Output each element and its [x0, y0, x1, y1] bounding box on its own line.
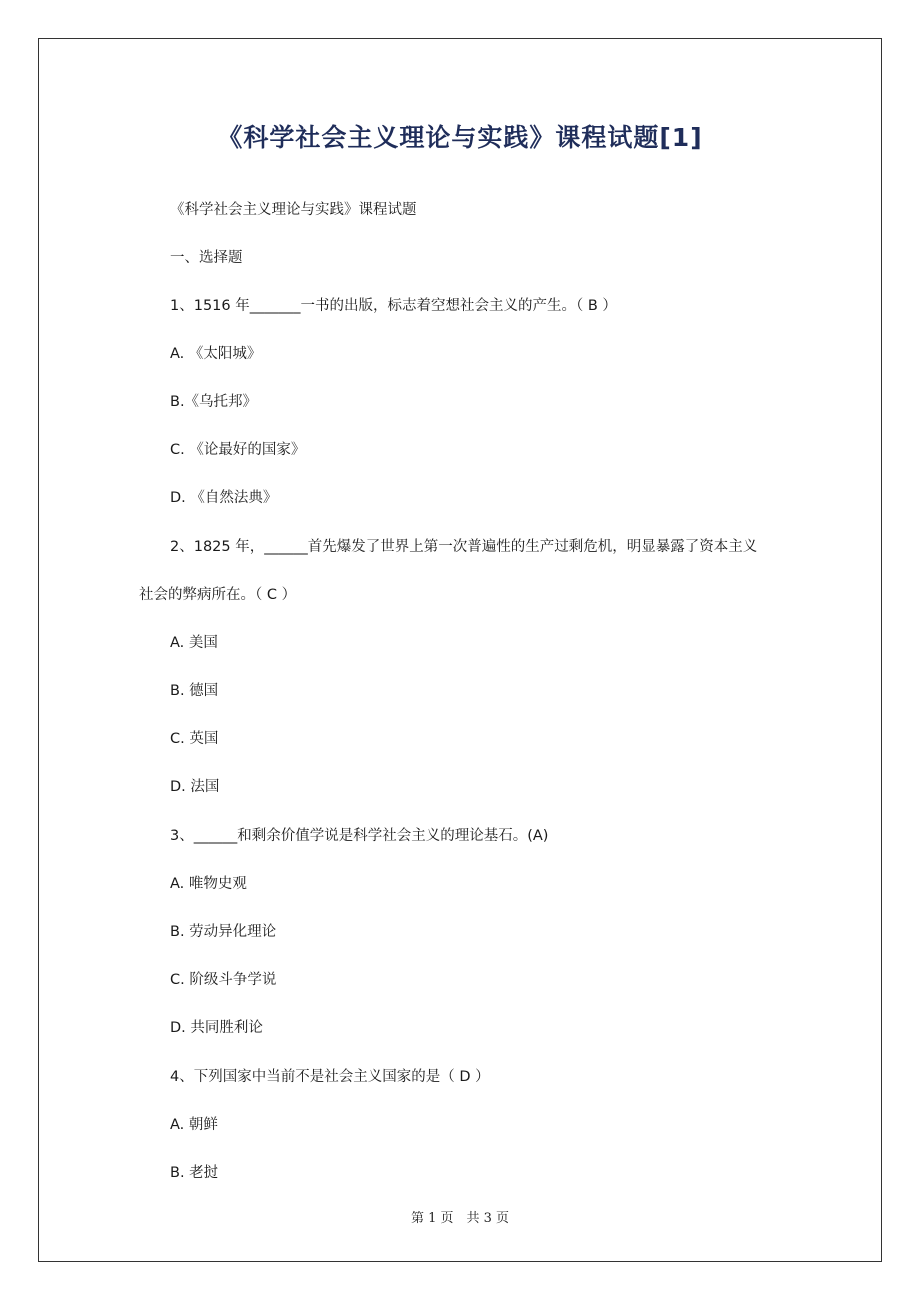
- q4-option-a: A. 朝鲜: [170, 1117, 218, 1133]
- q2-option-c: C. 英国: [170, 731, 219, 747]
- question-3: 3、______和剩余价值学说是科学社会主义的理论基石。(A): [170, 828, 549, 844]
- question-2-continued: 社会的弊病所在。（ C ）: [139, 587, 297, 603]
- question-4: 4、下列国家中当前不是社会主义国家的是（ D ）: [170, 1069, 490, 1085]
- q2-option-b: B. 德国: [170, 683, 219, 699]
- q4-option-b: B. 老挝: [170, 1165, 219, 1181]
- q2-option-d: D. 法国: [170, 779, 220, 795]
- document-title: 《科学社会主义理论与实践》课程试题[1]: [217, 123, 703, 152]
- question-2: 2、1825 年，______首先爆发了世界上第一次普遍性的生产过剩危机，明显暴露了资本主义: [170, 539, 758, 555]
- q3-option-c: C. 阶级斗争学说: [170, 972, 277, 988]
- section-heading: 一、选择题: [170, 250, 243, 266]
- page-footer: 第 1 页 共 3 页: [410, 1211, 510, 1226]
- question-1: 1、1516 年_______一书的出版，标志着空想社会主义的产生。（ B ）: [170, 298, 617, 314]
- q3-option-a: A. 唯物史观: [170, 876, 247, 892]
- q1-option-d: D. 《自然法典》: [170, 490, 278, 506]
- q1-option-a: A. 《太阳城》: [170, 346, 262, 362]
- document-subtitle: 《科学社会主义理论与实践》课程试题: [170, 202, 417, 218]
- q3-option-b: B. 劳动异化理论: [170, 924, 277, 940]
- q1-option-b: B.《乌托邦》: [170, 394, 258, 410]
- q3-option-d: D. 共同胜利论: [170, 1020, 263, 1036]
- q2-option-a: A. 美国: [170, 635, 218, 651]
- q1-option-c: C. 《论最好的国家》: [170, 442, 306, 458]
